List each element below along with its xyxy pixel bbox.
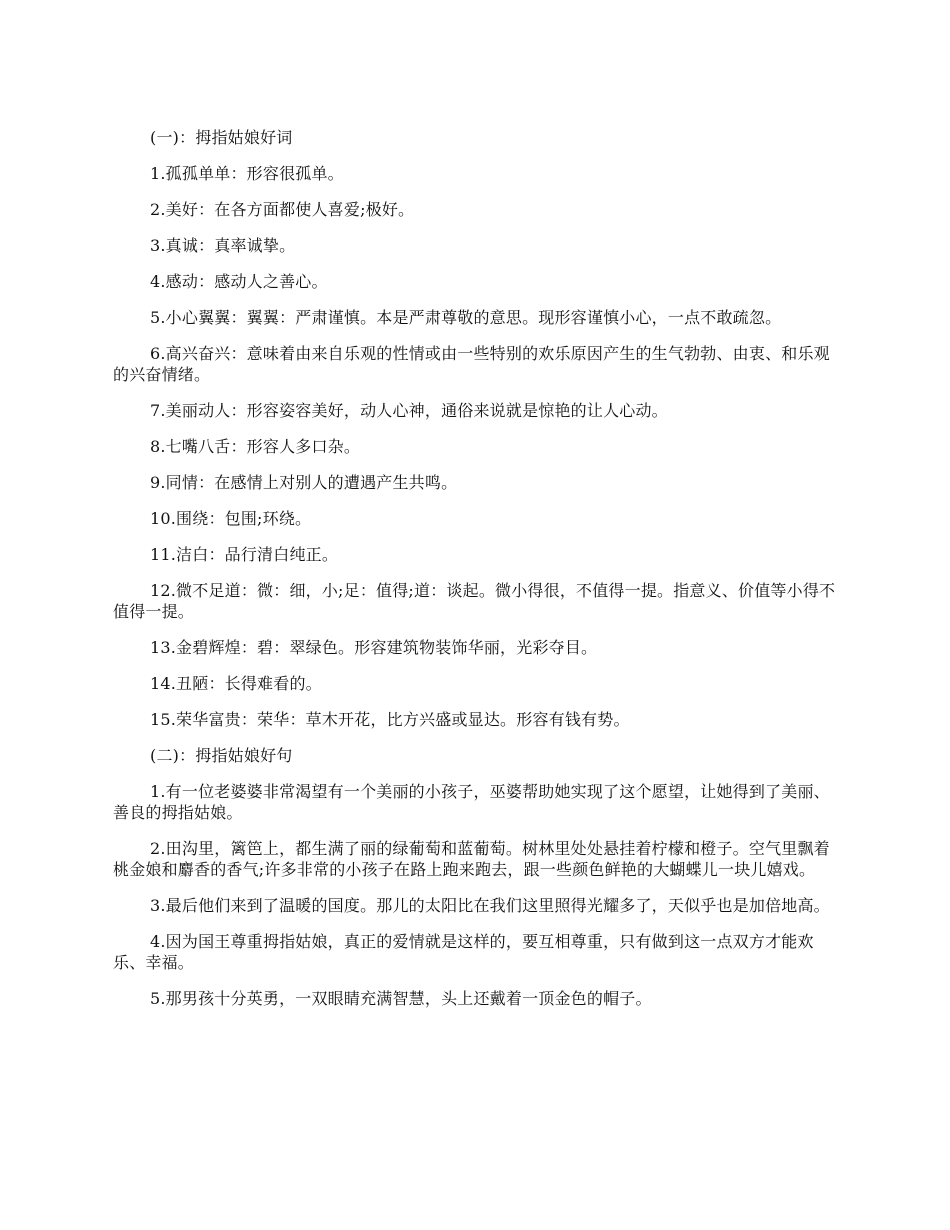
word-entry: 14.丑陋：长得难看的。 <box>150 674 322 693</box>
word-entry: 7.美丽动人：形容姿容美好，动人心神，通俗来说就是惊艳的让人心动。 <box>150 401 668 420</box>
word-entry: 13.金碧辉煌：碧：翠绿色。形容建筑物装饰华丽，光彩夺目。 <box>150 638 598 657</box>
sentence-entry: 1.有一位老婆婆非常渴望有一个美丽的小孩子，巫婆帮助她实现了这个愿望，让她得到了美丽、善良的拇指姑娘。 <box>113 782 830 822</box>
sentence-entry: 5.那男孩十分英勇，一双眼睛充满智慧，头上还戴着一顶金色的帽子。 <box>150 989 652 1008</box>
document-body <box>113 127 838 1024</box>
word-entry: 3.真诚：真率诚挚。 <box>150 236 296 255</box>
word-entry: 5.小心翼翼：翼翼：严肃谨慎。本是严肃尊敬的意思。现形容谨慎小心，一点不敢疏忽。 <box>150 308 782 327</box>
word-entry: 12.微不足道：微：细，小;足：值得;道：谈起。微小得很，不值得一提。指意义、价值等小得不值得一提。 <box>113 581 836 621</box>
sentence-entry: 2.田沟里，篱笆上，都生满了丽的绿葡萄和蓝葡萄。树林里处处悬挂着柠檬和橙子。空气里飘着桃金娘和麝香的香气;许多非常的小孩子在路上跑来跑去，跟一些颜色鲜艳的大蝴蝶儿一块儿嬉戏。 <box>113 839 830 879</box>
word-entry: 2.美好：在各方面都使人喜爱;极好。 <box>150 200 415 219</box>
sentence-entry: 3.最后他们来到了温暖的国度。那儿的太阳比在我们这里照得光耀多了，天似乎也是加倍地高。 <box>150 896 830 915</box>
word-entry: 1.孤孤单单：形容很孤单。 <box>150 164 344 183</box>
word-entry: 10.围绕：包围;环绕。 <box>150 509 312 528</box>
word-entry: 11.洁白：品行清白纯正。 <box>150 545 339 564</box>
section-heading-words: (一)：拇指姑娘好词 <box>150 128 293 147</box>
sentence-entry: 4.因为国王尊重拇指姑娘，真正的爱情就是这样的，要互相尊重，只有做到这一点双方才能欢乐、幸福。 <box>113 932 814 972</box>
word-entry: 15.荣华富贵：荣华：草木开花，比方兴盛或显达。形容有钱有势。 <box>150 710 630 729</box>
section-heading-sentences: (二)：拇指姑娘好句 <box>150 746 293 765</box>
word-entry: 4.感动：感动人之善心。 <box>150 272 328 291</box>
word-entry: 9.同情：在感情上对别人的遭遇产生共鸣。 <box>150 473 458 492</box>
word-entry: 8.七嘴八舌：形容人多口杂。 <box>150 437 361 456</box>
word-entry: 6.高兴奋兴：意味着由来自乐观的性情或由一些特别的欢乐原因产生的生气勃勃、由衷、和乐观的兴奋情绪。 <box>113 344 830 384</box>
